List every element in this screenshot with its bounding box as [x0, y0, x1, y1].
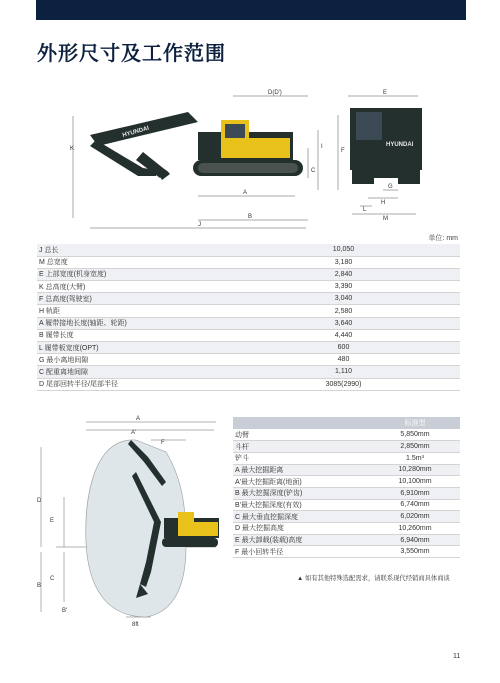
dim-label-e: E — [383, 90, 388, 96]
dimension-value: 3,040 — [227, 293, 460, 305]
range-label-d: D — [37, 498, 42, 504]
range-label-8ft: 8ft — [132, 622, 139, 628]
dimension-value: 600 — [227, 342, 460, 354]
range-label-a: A — [136, 416, 141, 422]
range-value: 2,850mm — [370, 441, 460, 453]
table-header-row — [233, 417, 460, 429]
dim-label-j: J — [198, 222, 201, 228]
dimension-value: 1,110 — [227, 366, 460, 378]
dimension-label: D 尾部回转半径/尾部半径 — [37, 378, 227, 390]
excavator-dimension-drawing — [38, 80, 470, 230]
range-value: 5,850mm — [370, 429, 460, 441]
dim-label-l: L — [363, 207, 367, 213]
range-value: 10,280mm — [370, 464, 460, 476]
unit-label: 单位: mm — [428, 235, 458, 242]
range-label: E 最大卸载(装载)高度 — [233, 534, 370, 546]
table-row — [233, 523, 460, 535]
dimension-label: C 配重离地间隙 — [37, 366, 227, 378]
dimension-label: M 总宽度 — [37, 256, 227, 268]
table-row — [37, 366, 460, 378]
dimension-value: 2,840 — [227, 268, 460, 280]
range-label-c: C — [50, 576, 55, 582]
range-label-e: E — [50, 518, 55, 524]
front-view-brand: HYUNDAI — [386, 142, 414, 148]
dimension-label: K 总高度(大臂) — [37, 281, 227, 293]
dim-label-g: G — [388, 184, 393, 190]
excavator-side-view — [90, 112, 303, 180]
range-value: 10,100mm — [370, 476, 460, 488]
dimension-value: 3,180 — [227, 256, 460, 268]
table-row — [37, 329, 460, 341]
table-row — [37, 317, 460, 329]
range-label: A 最大挖掘距离 — [233, 464, 370, 476]
dim-label-a: A — [243, 190, 248, 196]
table-row — [233, 429, 460, 441]
range-label: 铲斗 — [233, 452, 370, 464]
table-row — [233, 476, 460, 488]
table-row — [233, 546, 460, 558]
dimension-label: F 总高度(驾驶室) — [37, 293, 227, 305]
range-label: 动臂 — [233, 429, 370, 441]
dim-label-d: D(D') — [268, 90, 282, 96]
working-range-drawing — [36, 412, 226, 634]
dim-label-f: F — [341, 148, 345, 154]
dimension-label: B 履带长度 — [37, 329, 227, 341]
dim-label-i: I — [321, 144, 323, 150]
dimension-label: E 上部宽度(机身宽度) — [37, 268, 227, 280]
range-label: D 最大挖掘高度 — [233, 523, 370, 535]
dim-label-h: H — [381, 200, 386, 206]
dimension-value: 4,440 — [227, 329, 460, 341]
dim-label-m: M — [383, 216, 388, 222]
range-value: 1.5m³ — [370, 452, 460, 464]
table-row — [37, 244, 460, 256]
dimension-value: 3085(2990) — [227, 378, 460, 390]
table-row — [37, 293, 460, 305]
dimension-label: A 履带接地长度(轴距、轮距) — [37, 317, 227, 329]
table-row — [37, 256, 460, 268]
dim-label-k: K — [70, 146, 75, 152]
dimension-label: L 履带板宽度(OPT) — [37, 342, 227, 354]
range-value: 10,260mm — [370, 523, 460, 535]
range-label-f: F — [161, 440, 165, 446]
table-row — [233, 452, 460, 464]
page-number: 11 — [453, 653, 461, 660]
range-value: 6,020mm — [370, 511, 460, 523]
working-range-table — [233, 417, 460, 558]
column-header-standard: 标准型 — [370, 417, 460, 429]
range-label-a-prime: A' — [131, 430, 137, 436]
dimension-label: J 总长 — [37, 244, 227, 256]
side-view-brand: HYUNDAI — [121, 125, 150, 139]
range-label: 斗杆 — [233, 441, 370, 453]
range-label: F 最小回转半径 — [233, 546, 370, 558]
range-value: 6,940mm — [370, 534, 460, 546]
table-row — [233, 534, 460, 546]
range-label: B'最大挖掘深度(有效) — [233, 499, 370, 511]
table-row — [37, 342, 460, 354]
dim-label-b: B — [248, 214, 253, 220]
range-value: 6,740mm — [370, 499, 460, 511]
dimension-label: G 最小离地间隙 — [37, 354, 227, 366]
dimensions-table — [37, 244, 460, 391]
dimension-value: 2,580 — [227, 305, 460, 317]
table-row — [233, 487, 460, 499]
table-row — [233, 441, 460, 453]
header-bar — [36, 0, 466, 20]
dimension-value: 480 — [227, 354, 460, 366]
range-value: 3,550mm — [370, 546, 460, 558]
range-label: A'最大挖掘距离(地面) — [233, 476, 370, 488]
dimension-value: 3,390 — [227, 281, 460, 293]
table-row — [233, 499, 460, 511]
table-row — [37, 305, 460, 317]
table-row — [37, 268, 460, 280]
dimension-label: H 轨距 — [37, 305, 227, 317]
dimension-value: 10,050 — [227, 244, 460, 256]
footnote: ▲ 如有其他特殊选配需求，请联系现代经销商具体商谈 — [297, 575, 450, 582]
range-label: C 最大垂直挖掘深度 — [233, 511, 370, 523]
table-row — [233, 511, 460, 523]
table-row — [233, 464, 460, 476]
range-label-b-prime: B' — [62, 608, 68, 614]
range-label-b: B — [37, 583, 42, 589]
range-value: 6,910mm — [370, 487, 460, 499]
table-row — [37, 281, 460, 293]
dim-label-c: C — [311, 168, 316, 174]
page-title: 外形尺寸及工作范围 — [37, 41, 226, 65]
range-label: B 最大挖掘深度(铲齿) — [233, 487, 370, 499]
dimension-value: 3,640 — [227, 317, 460, 329]
table-row — [37, 354, 460, 366]
table-row — [37, 378, 460, 390]
